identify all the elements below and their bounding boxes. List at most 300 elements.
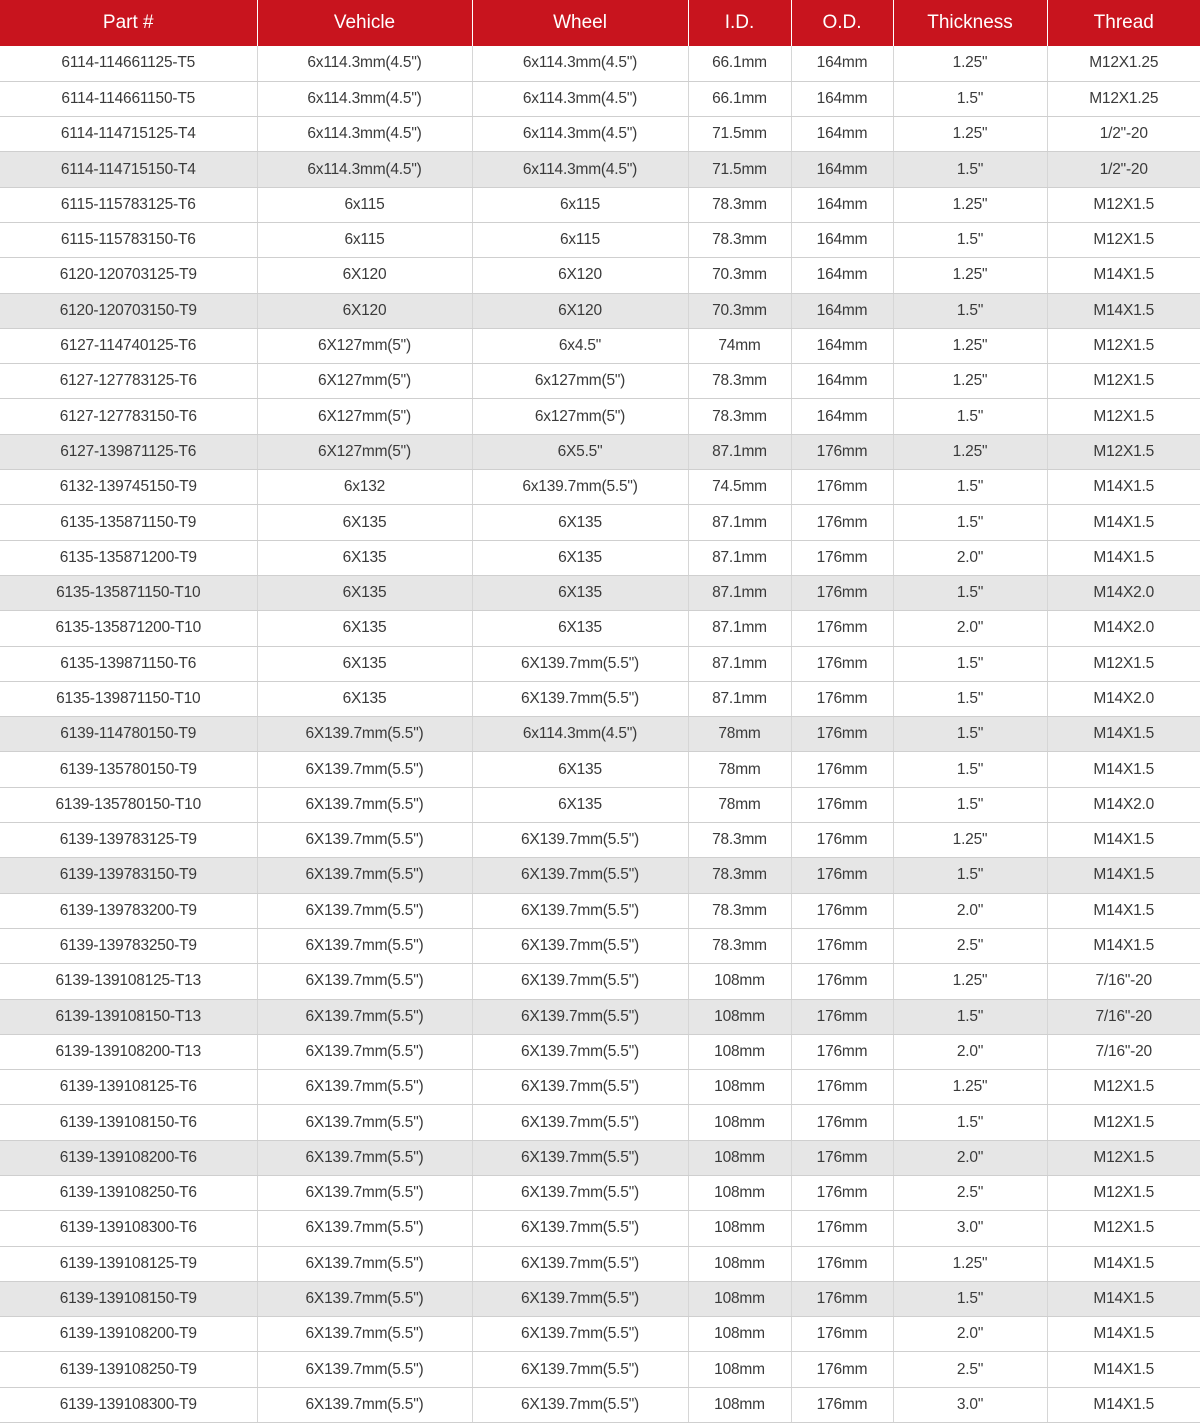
cell-part-number: 6127-127783150-T6 [0,399,257,434]
cell-part-number: 6139-139108125-T6 [0,1070,257,1105]
cell-thread: 1/2"-20 [1047,152,1200,187]
cell-vehicle: 6X127mm(5") [257,328,472,363]
cell-vehicle: 6x115 [257,187,472,222]
cell-thread: M14X1.5 [1047,893,1200,928]
cell-inner-diameter: 70.3mm [688,293,791,328]
cell-wheel: 6X139.7mm(5.5") [472,999,688,1034]
cell-wheel: 6x115 [472,222,688,257]
cell-outer-diameter: 164mm [791,46,893,81]
cell-wheel: 6X139.7mm(5.5") [472,1176,688,1211]
cell-thickness: 2.5" [893,1352,1047,1387]
table-row [0,928,1200,963]
cell-part-number: 6120-120703125-T9 [0,258,257,293]
cell-vehicle: 6X139.7mm(5.5") [257,999,472,1034]
cell-outer-diameter: 176mm [791,999,893,1034]
cell-thickness: 1.5" [893,152,1047,187]
cell-inner-diameter: 87.1mm [688,611,791,646]
cell-thread: M14X2.0 [1047,681,1200,716]
cell-thread: M14X1.5 [1047,1352,1200,1387]
cell-thickness: 1.5" [893,646,1047,681]
table-row [0,293,1200,328]
cell-wheel: 6X5.5" [472,434,688,469]
cell-part-number: 6139-135780150-T10 [0,787,257,822]
cell-thread: M14X1.5 [1047,540,1200,575]
cell-wheel: 6x127mm(5") [472,399,688,434]
cell-thickness: 2.5" [893,1176,1047,1211]
cell-thread: M14X1.5 [1047,752,1200,787]
cell-vehicle: 6X139.7mm(5.5") [257,1352,472,1387]
cell-outer-diameter: 176mm [791,434,893,469]
cell-thickness: 1.5" [893,81,1047,116]
cell-thread: 1/2"-20 [1047,117,1200,152]
table-row [0,752,1200,787]
table-row [0,1281,1200,1316]
cell-part-number: 6139-139783150-T9 [0,858,257,893]
cell-outer-diameter: 176mm [791,928,893,963]
cell-vehicle: 6X139.7mm(5.5") [257,964,472,999]
cell-wheel: 6X139.7mm(5.5") [472,858,688,893]
cell-thread: M12X1.5 [1047,1105,1200,1140]
cell-thread: M14X1.5 [1047,258,1200,293]
cell-inner-diameter: 71.5mm [688,152,791,187]
cell-vehicle: 6X139.7mm(5.5") [257,1246,472,1281]
cell-inner-diameter: 78.3mm [688,823,791,858]
cell-outer-diameter: 176mm [791,1246,893,1281]
cell-thickness: 1.25" [893,258,1047,293]
cell-vehicle: 6x114.3mm(4.5") [257,81,472,116]
cell-wheel: 6x114.3mm(4.5") [472,46,688,81]
table-row [0,858,1200,893]
table-row [0,893,1200,928]
cell-inner-diameter: 74mm [688,328,791,363]
cell-vehicle: 6X139.7mm(5.5") [257,1105,472,1140]
cell-part-number: 6115-115783125-T6 [0,187,257,222]
cell-part-number: 6139-139108125-T13 [0,964,257,999]
cell-part-number: 6114-114661125-T5 [0,46,257,81]
cell-thread: M14X1.5 [1047,1387,1200,1422]
cell-thickness: 2.0" [893,611,1047,646]
cell-inner-diameter: 108mm [688,1211,791,1246]
cell-vehicle: 6X135 [257,611,472,646]
cell-outer-diameter: 176mm [791,787,893,822]
cell-thread: M14X1.5 [1047,470,1200,505]
table-row [0,187,1200,222]
cell-vehicle: 6X135 [257,540,472,575]
cell-thickness: 1.5" [893,470,1047,505]
cell-vehicle: 6X135 [257,575,472,610]
cell-wheel: 6X139.7mm(5.5") [472,823,688,858]
table-row [0,787,1200,822]
header-inner-diameter: I.D. [688,0,791,46]
cell-thickness: 1.5" [893,222,1047,257]
cell-outer-diameter: 176mm [791,1105,893,1140]
cell-thickness: 1.25" [893,1070,1047,1105]
cell-thread: M12X1.5 [1047,1140,1200,1175]
table-row [0,81,1200,116]
cell-part-number: 6139-139108200-T6 [0,1140,257,1175]
cell-wheel: 6x139.7mm(5.5") [472,470,688,505]
cell-inner-diameter: 87.1mm [688,646,791,681]
cell-part-number: 6139-139108150-T13 [0,999,257,1034]
cell-inner-diameter: 66.1mm [688,81,791,116]
cell-inner-diameter: 78mm [688,787,791,822]
cell-thickness: 1.25" [893,187,1047,222]
cell-wheel: 6x127mm(5") [472,364,688,399]
cell-thickness: 1.5" [893,293,1047,328]
cell-thickness: 2.0" [893,1317,1047,1352]
cell-outer-diameter: 176mm [791,964,893,999]
cell-thread: M14X1.5 [1047,928,1200,963]
cell-thickness: 1.25" [893,434,1047,469]
table-row [0,46,1200,81]
cell-outer-diameter: 164mm [791,152,893,187]
table-row [0,964,1200,999]
cell-vehicle: 6x115 [257,222,472,257]
cell-vehicle: 6x114.3mm(4.5") [257,117,472,152]
cell-part-number: 6139-139108300-T9 [0,1387,257,1422]
cell-wheel: 6X139.7mm(5.5") [472,1140,688,1175]
cell-thickness: 1.5" [893,1281,1047,1316]
cell-thread: M12X1.5 [1047,1070,1200,1105]
cell-wheel: 6X135 [472,540,688,575]
cell-wheel: 6X139.7mm(5.5") [472,964,688,999]
cell-vehicle: 6X139.7mm(5.5") [257,1176,472,1211]
cell-inner-diameter: 78.3mm [688,187,791,222]
cell-vehicle: 6X139.7mm(5.5") [257,823,472,858]
cell-part-number: 6139-139108125-T9 [0,1246,257,1281]
table-row [0,1034,1200,1069]
cell-inner-diameter: 87.1mm [688,434,791,469]
cell-inner-diameter: 74.5mm [688,470,791,505]
cell-outer-diameter: 176mm [791,752,893,787]
cell-vehicle: 6X135 [257,646,472,681]
cell-thread: 7/16"-20 [1047,999,1200,1034]
cell-part-number: 6132-139745150-T9 [0,470,257,505]
header-vehicle: Vehicle [257,0,472,46]
cell-inner-diameter: 78.3mm [688,364,791,399]
table-header [0,0,1200,46]
cell-part-number: 6135-139871150-T6 [0,646,257,681]
cell-wheel: 6X120 [472,258,688,293]
cell-part-number: 6139-139783200-T9 [0,893,257,928]
cell-wheel: 6X139.7mm(5.5") [472,1387,688,1422]
cell-inner-diameter: 87.1mm [688,681,791,716]
cell-thread: M12X1.5 [1047,222,1200,257]
cell-outer-diameter: 176mm [791,1281,893,1316]
cell-wheel: 6X135 [472,787,688,822]
cell-inner-diameter: 87.1mm [688,505,791,540]
table-row [0,1176,1200,1211]
cell-wheel: 6X135 [472,611,688,646]
cell-thread: M14X1.5 [1047,293,1200,328]
table-row [0,540,1200,575]
cell-wheel: 6X139.7mm(5.5") [472,1034,688,1069]
cell-wheel: 6X135 [472,575,688,610]
cell-outer-diameter: 164mm [791,364,893,399]
cell-vehicle: 6X120 [257,258,472,293]
cell-thread: M14X1.5 [1047,1246,1200,1281]
cell-vehicle: 6X139.7mm(5.5") [257,1387,472,1422]
cell-thread: M14X2.0 [1047,787,1200,822]
cell-inner-diameter: 78.3mm [688,893,791,928]
cell-outer-diameter: 176mm [791,681,893,716]
cell-vehicle: 6X139.7mm(5.5") [257,928,472,963]
table-row [0,717,1200,752]
cell-thread: M14X2.0 [1047,575,1200,610]
table-row [0,1140,1200,1175]
cell-wheel: 6x115 [472,187,688,222]
cell-part-number: 6139-139108150-T9 [0,1281,257,1316]
cell-inner-diameter: 108mm [688,1034,791,1069]
cell-inner-diameter: 78.3mm [688,928,791,963]
cell-outer-diameter: 176mm [791,1034,893,1069]
cell-outer-diameter: 164mm [791,117,893,152]
cell-thickness: 2.0" [893,893,1047,928]
cell-part-number: 6135-135871200-T10 [0,611,257,646]
cell-part-number: 6120-120703150-T9 [0,293,257,328]
cell-wheel: 6X135 [472,505,688,540]
cell-thread: 7/16"-20 [1047,964,1200,999]
cell-wheel: 6X139.7mm(5.5") [472,1070,688,1105]
cell-wheel: 6x114.3mm(4.5") [472,152,688,187]
cell-thread: M12X1.5 [1047,1176,1200,1211]
cell-vehicle: 6X139.7mm(5.5") [257,893,472,928]
cell-part-number: 6139-114780150-T9 [0,717,257,752]
cell-part-number: 6115-115783150-T6 [0,222,257,257]
table-row [0,1105,1200,1140]
cell-thickness: 1.5" [893,717,1047,752]
cell-outer-diameter: 164mm [791,293,893,328]
cell-wheel: 6X139.7mm(5.5") [472,1317,688,1352]
cell-part-number: 6139-139108250-T6 [0,1176,257,1211]
table-row [0,1387,1200,1422]
cell-part-number: 6139-139108200-T9 [0,1317,257,1352]
cell-thread: M14X1.5 [1047,717,1200,752]
cell-vehicle: 6X135 [257,681,472,716]
table-row [0,1317,1200,1352]
cell-thickness: 3.0" [893,1387,1047,1422]
cell-inner-diameter: 78.3mm [688,222,791,257]
cell-outer-diameter: 176mm [791,575,893,610]
cell-inner-diameter: 78.3mm [688,399,791,434]
cell-thickness: 1.5" [893,1105,1047,1140]
cell-vehicle: 6X120 [257,293,472,328]
cell-part-number: 6139-135780150-T9 [0,752,257,787]
cell-thickness: 1.25" [893,46,1047,81]
cell-thickness: 1.25" [893,364,1047,399]
cell-thickness: 3.0" [893,1211,1047,1246]
table-row [0,222,1200,257]
cell-thickness: 1.5" [893,505,1047,540]
cell-outer-diameter: 176mm [791,823,893,858]
cell-outer-diameter: 176mm [791,717,893,752]
cell-outer-diameter: 164mm [791,328,893,363]
cell-outer-diameter: 176mm [791,1176,893,1211]
cell-thread: M12X1.5 [1047,364,1200,399]
cell-outer-diameter: 176mm [791,1387,893,1422]
cell-vehicle: 6X135 [257,505,472,540]
cell-inner-diameter: 70.3mm [688,258,791,293]
cell-outer-diameter: 176mm [791,1352,893,1387]
cell-wheel: 6X139.7mm(5.5") [472,1281,688,1316]
cell-outer-diameter: 176mm [791,893,893,928]
cell-wheel: 6X139.7mm(5.5") [472,681,688,716]
cell-part-number: 6139-139783125-T9 [0,823,257,858]
cell-part-number: 6114-114661150-T5 [0,81,257,116]
cell-part-number: 6135-135871150-T10 [0,575,257,610]
table-row [0,611,1200,646]
cell-inner-diameter: 108mm [688,1317,791,1352]
cell-outer-diameter: 176mm [791,858,893,893]
cell-wheel: 6x4.5" [472,328,688,363]
cell-vehicle: 6X139.7mm(5.5") [257,1140,472,1175]
cell-vehicle: 6x114.3mm(4.5") [257,46,472,81]
cell-inner-diameter: 66.1mm [688,46,791,81]
cell-outer-diameter: 164mm [791,187,893,222]
cell-inner-diameter: 108mm [688,1352,791,1387]
table-row [0,470,1200,505]
cell-wheel: 6X139.7mm(5.5") [472,1352,688,1387]
cell-inner-diameter: 87.1mm [688,575,791,610]
cell-outer-diameter: 176mm [791,611,893,646]
cell-wheel: 6X139.7mm(5.5") [472,928,688,963]
cell-part-number: 6139-139783250-T9 [0,928,257,963]
cell-inner-diameter: 108mm [688,1246,791,1281]
cell-outer-diameter: 176mm [791,470,893,505]
cell-wheel: 6x114.3mm(4.5") [472,117,688,152]
cell-part-number: 6139-139108200-T13 [0,1034,257,1069]
cell-vehicle: 6X139.7mm(5.5") [257,858,472,893]
cell-wheel: 6X139.7mm(5.5") [472,893,688,928]
cell-thickness: 1.5" [893,399,1047,434]
cell-thread: M14X1.5 [1047,823,1200,858]
cell-inner-diameter: 78.3mm [688,858,791,893]
cell-thickness: 1.5" [893,858,1047,893]
cell-vehicle: 6X139.7mm(5.5") [257,787,472,822]
cell-thickness: 1.25" [893,1246,1047,1281]
cell-part-number: 6139-139108300-T6 [0,1211,257,1246]
cell-wheel: 6X139.7mm(5.5") [472,646,688,681]
table-row [0,646,1200,681]
cell-thread: M12X1.5 [1047,328,1200,363]
cell-outer-diameter: 176mm [791,1140,893,1175]
cell-outer-diameter: 164mm [791,399,893,434]
cell-thickness: 1.5" [893,752,1047,787]
cell-thread: M14X1.5 [1047,505,1200,540]
table-row [0,823,1200,858]
cell-outer-diameter: 164mm [791,258,893,293]
cell-inner-diameter: 87.1mm [688,540,791,575]
cell-part-number: 6139-139108150-T6 [0,1105,257,1140]
cell-thickness: 1.25" [893,117,1047,152]
cell-outer-diameter: 176mm [791,646,893,681]
cell-thread: M12X1.5 [1047,646,1200,681]
cell-outer-diameter: 164mm [791,81,893,116]
cell-thread: M12X1.5 [1047,399,1200,434]
cell-part-number: 6135-135871200-T9 [0,540,257,575]
table-row [0,1070,1200,1105]
cell-part-number: 6139-139108250-T9 [0,1352,257,1387]
cell-inner-diameter: 78mm [688,752,791,787]
cell-part-number: 6127-139871125-T6 [0,434,257,469]
cell-thickness: 1.25" [893,823,1047,858]
cell-wheel: 6X135 [472,752,688,787]
table-row [0,1352,1200,1387]
cell-vehicle: 6X139.7mm(5.5") [257,1317,472,1352]
cell-thread: M12X1.5 [1047,187,1200,222]
table-row [0,1246,1200,1281]
cell-vehicle: 6X127mm(5") [257,364,472,399]
cell-thickness: 2.0" [893,1140,1047,1175]
cell-wheel: 6X139.7mm(5.5") [472,1246,688,1281]
cell-vehicle: 6X127mm(5") [257,434,472,469]
cell-inner-diameter: 108mm [688,1140,791,1175]
cell-thickness: 2.0" [893,540,1047,575]
cell-outer-diameter: 176mm [791,1317,893,1352]
cell-wheel: 6x114.3mm(4.5") [472,717,688,752]
cell-part-number: 6135-135871150-T9 [0,505,257,540]
cell-vehicle: 6X139.7mm(5.5") [257,752,472,787]
cell-thickness: 1.5" [893,681,1047,716]
cell-thread: 7/16"-20 [1047,1034,1200,1069]
cell-thread: M14X1.5 [1047,1317,1200,1352]
table-row [0,505,1200,540]
cell-inner-diameter: 108mm [688,1176,791,1211]
table-row [0,1211,1200,1246]
table-row [0,258,1200,293]
cell-outer-diameter: 176mm [791,505,893,540]
header-outer-diameter: O.D. [791,0,893,46]
header-wheel: Wheel [472,0,688,46]
cell-vehicle: 6X139.7mm(5.5") [257,1070,472,1105]
cell-vehicle: 6x132 [257,470,472,505]
cell-vehicle: 6X139.7mm(5.5") [257,1034,472,1069]
cell-thread: M12X1.5 [1047,1211,1200,1246]
table-row [0,681,1200,716]
table-row [0,152,1200,187]
cell-outer-diameter: 176mm [791,1070,893,1105]
cell-part-number: 6127-114740125-T6 [0,328,257,363]
cell-thickness: 2.0" [893,1034,1047,1069]
cell-thread: M14X1.5 [1047,858,1200,893]
cell-thread: M12X1.25 [1047,81,1200,116]
cell-thread: M12X1.25 [1047,46,1200,81]
cell-inner-diameter: 71.5mm [688,117,791,152]
cell-inner-diameter: 108mm [688,1105,791,1140]
table-row [0,434,1200,469]
cell-thickness: 1.25" [893,964,1047,999]
header-part-number: Part # [0,0,257,46]
cell-wheel: 6x114.3mm(4.5") [472,81,688,116]
cell-vehicle: 6X139.7mm(5.5") [257,1211,472,1246]
cell-vehicle: 6X139.7mm(5.5") [257,1281,472,1316]
cell-inner-diameter: 108mm [688,964,791,999]
table-row [0,117,1200,152]
cell-wheel: 6X139.7mm(5.5") [472,1105,688,1140]
cell-vehicle: 6X127mm(5") [257,399,472,434]
header-thread: Thread [1047,0,1200,46]
table-row [0,575,1200,610]
cell-thickness: 1.5" [893,787,1047,822]
table-row [0,399,1200,434]
cell-inner-diameter: 108mm [688,1070,791,1105]
cell-part-number: 6127-127783125-T6 [0,364,257,399]
cell-outer-diameter: 176mm [791,1211,893,1246]
cell-inner-diameter: 108mm [688,1387,791,1422]
table-body [0,46,1200,1423]
cell-thread: M12X1.5 [1047,434,1200,469]
cell-part-number: 6114-114715150-T4 [0,152,257,187]
